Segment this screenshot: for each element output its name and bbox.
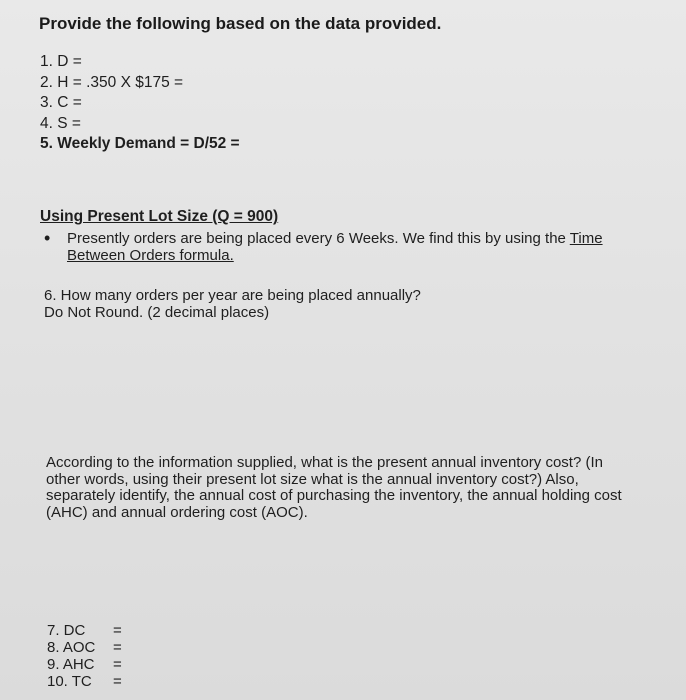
item-label: 8. AOC <box>47 639 96 656</box>
given-values-list <box>40 52 240 155</box>
item-equals: = <box>113 639 122 656</box>
answer-list <box>47 622 122 690</box>
page-heading: Provide the following based on the data provided. <box>39 14 442 33</box>
paragraph-line3: separately identify, the annual cost of purchasing the inventory, the annual holding cost <box>46 487 622 504</box>
section-title: Using Present Lot Size (Q = 900) <box>40 208 279 225</box>
paragraph-line4: (AHC) and annual ordering cost (AOC). <box>46 503 308 521</box>
list-item-h: 2. H = .350 X $175 = <box>40 73 184 91</box>
list-item-c: 3. C = <box>40 94 82 111</box>
question-6-line1: 6. How many orders per year are being placed annually? <box>44 287 421 304</box>
list-item-tc <box>47 673 122 690</box>
list-item-d: 1. D = <box>40 53 82 70</box>
list-item-weekly-demand: 5. Weekly Demand = D/52 = <box>40 135 240 152</box>
item-equals: = <box>113 656 122 673</box>
item-equals: = <box>113 622 122 639</box>
formula-reference-part2: Between Orders formula. <box>67 247 234 264</box>
bullet-dot: • <box>44 228 51 248</box>
formula-reference-part1: Time <box>569 230 603 247</box>
list-item-s: 4. S = <box>40 114 81 132</box>
item-label: 7. DC <box>47 622 86 639</box>
bullet-text-main: Presently orders are being placed every 6 Weeks. We find this by using the <box>67 230 570 247</box>
list-item-aoc <box>47 639 122 656</box>
paragraph-line2: other words, using their present lot size what is the annual inventory cost?) Also, <box>46 470 579 488</box>
item-label: 9. AHC <box>47 656 95 673</box>
list-item-ahc <box>47 656 122 673</box>
question-6 <box>44 287 421 321</box>
bullet-text <box>67 230 657 264</box>
item-equals: = <box>113 673 122 690</box>
question-6-line2: Do Not Round. (2 decimal places) <box>44 304 270 321</box>
list-item-dc <box>47 622 122 639</box>
inventory-cost-paragraph <box>46 455 656 521</box>
paragraph-line1: According to the information supplied, what is the present annual inventory cost? (In <box>46 454 603 471</box>
item-label: 10. TC <box>47 673 92 690</box>
